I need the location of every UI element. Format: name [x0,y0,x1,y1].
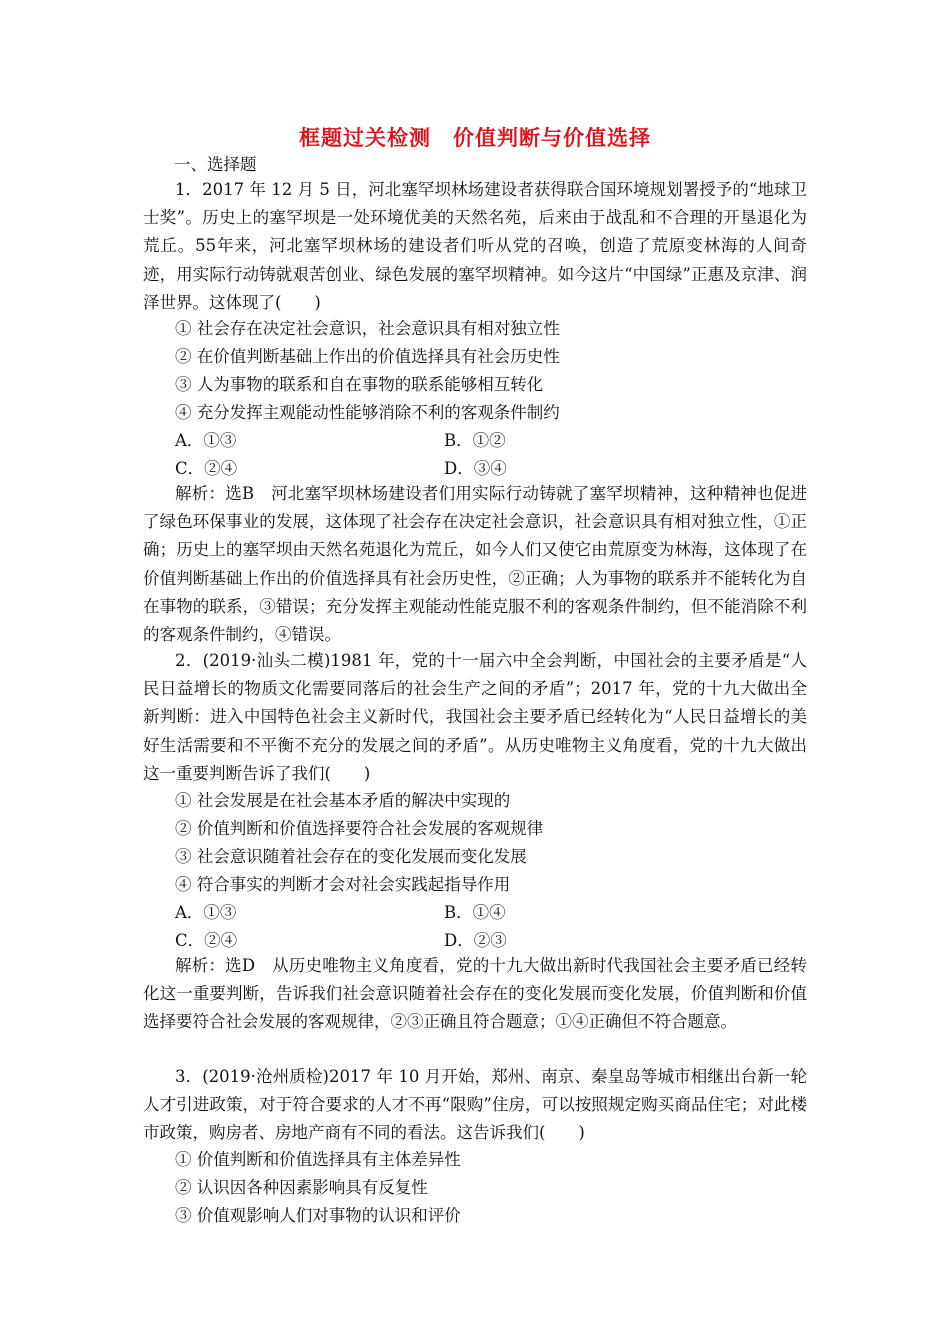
question-2-stem: 2．(2019·汕头二模)1981 年，党的十一届六中全会判断，中国社会的主要矛盾是“人民日益增长的物质文化需要同落后的社会生产之间的矛盾”；2017 年，党的十九大做出全新判断：进入中国特色社会主义新时代，我国社会主要矛盾已经转化为“人民日益增长的美好生活需要和不平衡不充分的发展之间的矛盾”。从历史唯物主义角度看，党的十九大做出这一重要判断告诉了我们( ) [143,651,807,783]
question-1-analysis: 解析：选B 河北塞罕坝林场建设者们用实际行动铸就了塞罕坝精神，这种精神也促进了绿色环保事业的发展，这体现了社会存在决定社会意识，社会意识具有相对独立性，①正确；历史上的塞罕坝由天然名苑退化为荒丘，如今人们又使它由荒原变为林海，这体现了在价值判断基础上作出的价值选择具有社会历史性，②正确；人为事物的联系并不能转化为自在事物的联系，③错误；充分发挥主观能动性能克服不利的客观条件制约，但不能消除不利的客观条件制约，④错误。 [143,484,807,645]
question-2-option-2: ② 价值判断和价值选择要符合社会发展的客观规律 [175,819,544,838]
question-2-analysis: 解析：选D 从历史唯物主义角度看，党的十九大做出新时代我国社会主要矛盾已经转化这一重要判断，告诉我们社会意识随着社会存在的变化发展而变化发展，价值判断和价值选择要符合社会发展的客观规律，②③正确且符合题意；①④正确但不符合题意。 [143,956,807,1032]
question-2-choice-a: A．①③ [175,903,237,922]
question-3-option-2: ② 认识因各种因素影响具有反复性 [175,1178,428,1197]
question-1-option-3: ③ 人为事物的联系和自在事物的联系能够相互转化 [175,375,544,394]
question-2-option-4: ④ 符合事实的判断才会对社会实践起指导作用 [175,875,511,894]
question-1-choice-b: B．①② [444,431,506,450]
question-2-option-1: ① 社会发展是在社会基本矛盾的解决中实现的 [175,791,511,810]
question-2-option-3: ③ 社会意识随着社会存在的变化发展而变化发展 [175,847,527,866]
question-3-option-1: ① 价值判断和价值选择具有主体差异性 [175,1150,461,1169]
section-heading: 一、选择题 [174,155,257,174]
question-1-choice-d: D．③④ [444,459,507,478]
question-2-choice-b: B．①④ [444,903,506,922]
question-1-option-4: ④ 充分发挥主观能动性能够消除不利的客观条件制约 [175,403,560,422]
question-1-stem: 1．2017 年 12 月 5 日，河北塞罕坝林场建设者获得联合国环境规划署授予的“地球卫士奖”。历史上的塞罕坝是一处环境优美的天然名苑，后来由于战乱和不合理的开垦退化为荒丘。55年来，河北塞罕坝林场的建设者们听从党的召唤，创造了荒原变林海的人间奇迹，用实际行动铸就艰苦创业、绿色发展的塞罕坝精神。如今这片“中国绿”正惠及京津、润泽世界。这体现了( ) [143,180,807,312]
question-3-stem: 3．(2019·沧州质检)2017 年 10 月开始，郑州、南京、秦皇岛等城市相继出台新一轮人才引进政策，对于符合要求的人才不再“限购”住房，可以按照规定购买商品住宅；对此楼市政策，购房者、房地产商有不同的看法。这告诉我们( ) [143,1067,807,1143]
question-1-option-1: ① 社会存在决定社会意识，社会意识具有相对独立性 [175,319,560,338]
question-1-option-2: ② 在价值判断基础上作出的价值选择具有社会历史性 [175,347,560,366]
question-1-choice-c: C．②④ [175,459,238,478]
page-title: 框题过关检测 价值判断与价值选择 [299,126,651,150]
question-1-choice-a: A．①③ [175,431,237,450]
question-2-choice-d: D．②③ [444,931,507,950]
question-3-option-3: ③ 价值观影响人们对事物的认识和评价 [175,1206,461,1225]
question-2-choice-c: C．②④ [175,931,238,950]
